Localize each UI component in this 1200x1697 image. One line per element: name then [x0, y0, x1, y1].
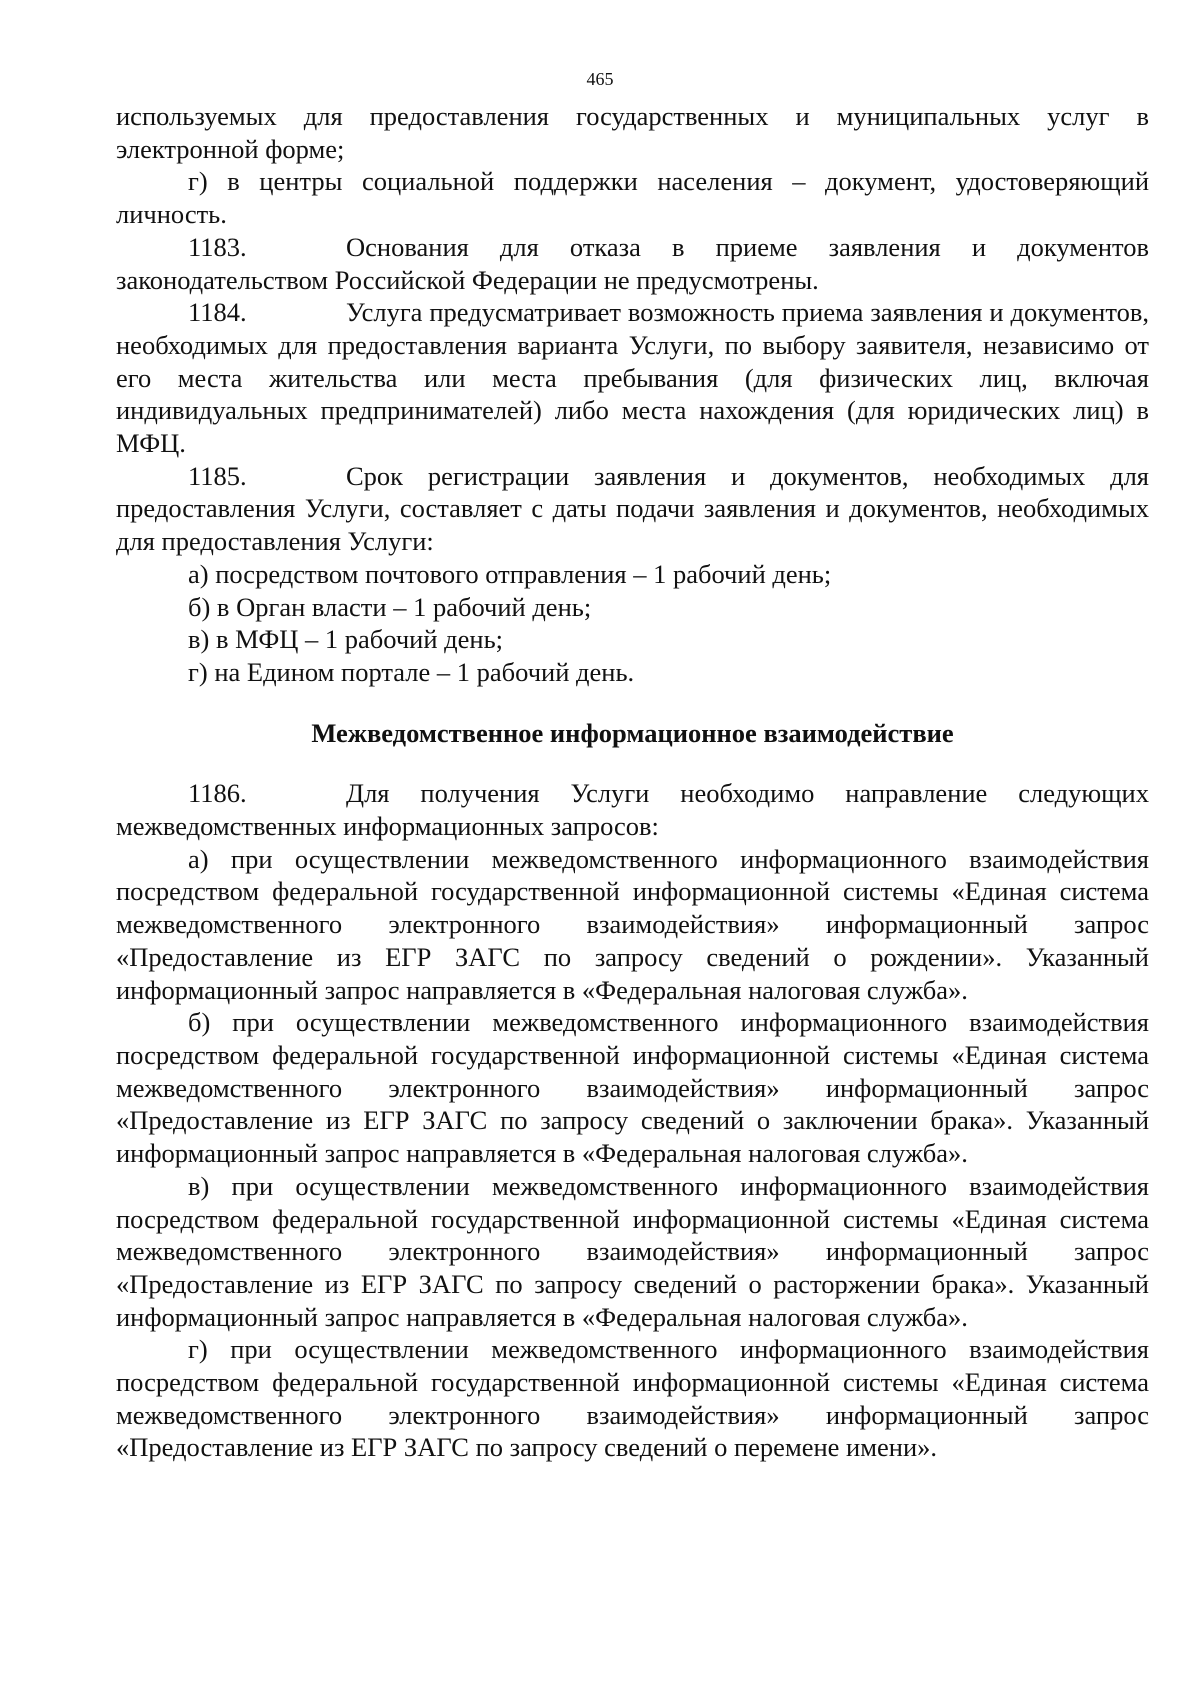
paragraph-list-item: г) в центры социальной поддержки населения – документ, удостоверяющий личность. — [116, 166, 1149, 230]
paragraph-list-item: в) при осуществлении межведомственного информационного взаимодействия посредством федеральной государственной информационной системы «Единая система межведомственного электронного взаимодействия» информационный запрос «Предоставление из ЕГР ЗАГС по запросу сведений о расторжении брака». Указанный информационный запрос направляется в «Федеральная налоговая служба». — [116, 1170, 1149, 1332]
numbered-paragraph-1183 — [116, 231, 1149, 296]
paragraph-list-item: а) посредством почтового отправления – 1 рабочий день; — [188, 558, 832, 589]
page-number: 465 — [586, 69, 614, 89]
paragraph-list-item: а) при осуществлении межведомственного информационного взаимодействия посредством федеральной государственной информационной системы «Единая система межведомственного электронного взаимодействия» информационный запрос «Предоставление из ЕГР ЗАГС по запросу сведений о рождении». Указанный информационный запрос направляется в «Федеральная налоговая служба». — [116, 843, 1149, 1005]
document-body — [116, 100, 1149, 1464]
section-heading: Межведомственное информационное взаимодействие — [311, 717, 954, 748]
paragraph-number: 1185. — [188, 460, 247, 491]
numbered-paragraph-1184 — [116, 296, 1149, 460]
numbered-paragraph-1186 — [116, 777, 1149, 842]
numbered-paragraph-1185 — [116, 460, 1149, 558]
paragraph-list-item: г) на Едином портале – 1 рабочий день. — [188, 656, 635, 687]
paragraph-list-item: б) при осуществлении межведомственного информационного взаимодействия посредством федеральной государственной информационной системы «Единая система межведомственного электронного взаимодействия» информационный запрос «Предоставление из ЕГР ЗАГС по запросу сведений о заключении брака». Указанный информационный запрос направляется в «Федеральная налоговая служба». — [116, 1007, 1149, 1169]
paragraph-text: Для получения Услуги необходимо направление следующих межведомственных информационных запросов: — [116, 778, 1149, 842]
paragraph-number: 1184. — [188, 297, 247, 328]
paragraph-list-item: в) в МФЦ – 1 рабочий день; — [188, 624, 504, 655]
paragraph-number: 1183. — [188, 231, 247, 262]
paragraph-text: Услуга предусматривает возможность приема заявления и документов, необходимых для предоставления варианта Услуги, по выбору заявителя, независимо от его места жительства или места пребывания (для физических лиц, включая индивидуальных предпринимателей) либо места нахождения (для юридических лиц) в МФЦ. — [116, 297, 1149, 459]
paragraph-text: Срок регистрации заявления и документов, необходимых для предоставления Услуги, составляет с даты подачи заявления и документов, необходимых для предоставления Услуги: — [116, 460, 1149, 557]
paragraph-continuation: используемых для предоставления государственных и муниципальных услуг в электронной форме; — [116, 101, 1149, 164]
paragraph-text: Основания для отказа в приеме заявления и документов законодательством Российской Федерации не предусмотрены. — [116, 231, 1149, 295]
paragraph-number: 1186. — [188, 778, 247, 809]
paragraph-list-item: б) в Орган власти – 1 рабочий день; — [188, 591, 592, 622]
paragraph-list-item: г) при осуществлении межведомственного информационного взаимодействия посредством федеральной государственной информационной системы «Единая система межведомственного электронного взаимодействия» информационный запрос «Предоставление из ЕГР ЗАГС по запросу сведений о перемене имени». — [116, 1334, 1149, 1463]
